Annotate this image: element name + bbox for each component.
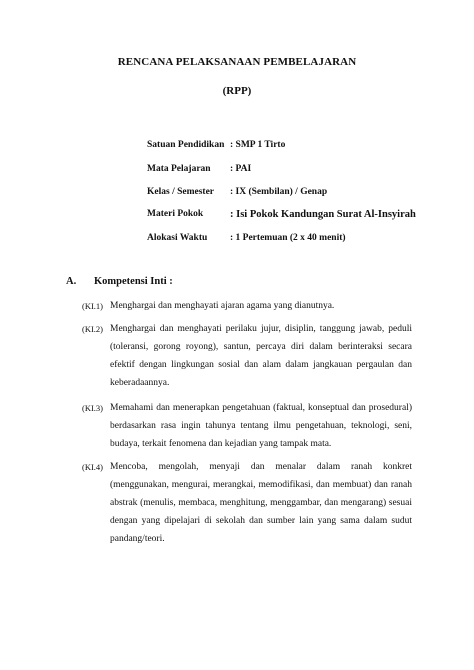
ki-code: (KI.2)	[82, 324, 104, 334]
ki-item-2	[82, 320, 412, 392]
ki-code: (KI.3)	[82, 403, 104, 413]
identity-value: : SMP 1 Tirto	[230, 140, 286, 150]
identity-value: : 1 Pertemuan (2 x 40 menit)	[230, 233, 346, 243]
ki-item-4	[82, 458, 412, 548]
ki-item-3	[82, 399, 412, 453]
identity-value: : PAI	[230, 164, 252, 174]
identity-value: : IX (Sembilan) / Genap	[230, 187, 328, 197]
section-title: Kompetensi Inti :	[94, 276, 173, 287]
document-title: RENCANA PELAKSANAAN PEMBELAJARAN	[117, 56, 357, 68]
ki-text: Mencoba, mengolah, menyaji dan menalar dalam ranah konkret (menggunakan, mengurai, merangkai, memodifikasi, dan membuat) dan ranah abstrak (menulis, membaca, menghitung, menggambar, dan mengarang) sesuai dengan yang dipelajari di sekolah dan sumber lain yang sama dalam sudut pandang/teori.	[110, 462, 412, 544]
identity-value: : Isi Pokok Kandungan Surat Al-Insyirah	[230, 209, 416, 220]
ki-text: Memahami dan menerapkan pengetahuan (faktual, konseptual dan prosedural) berdasarkan rasa ingin tahunya tentang ilmu pengetahuan, teknologi, seni, budaya, terkait fenomena dan kejadian yang tampak mata.	[110, 403, 412, 449]
ki-text: Menghargai dan menghayati perilaku jujur, disiplin, tanggung jawab, peduli (toleransi, gorong royong), santun, percaya diri dalam berinteraksi secara efektif dengan lingkungan sosial dan alam dalam jangkauan pergaulan dan keberadaannya.	[110, 324, 412, 388]
identity-label: Kelas / Semester	[147, 187, 215, 197]
identity-label: Materi Pokok	[147, 209, 204, 219]
ki-text: Menghargai dan menghayati ajaran agama yang dianutnya.	[110, 301, 335, 311]
ki-code: (KI.1)	[82, 301, 104, 311]
identity-label: Alokasi Waktu	[147, 233, 208, 243]
identity-label: Mata Pelajaran	[147, 164, 211, 174]
section-letter: A.	[66, 276, 77, 287]
identity-label: Satuan Pendidikan	[147, 140, 225, 150]
ki-code: (KI.4)	[82, 462, 104, 472]
ki-item-1	[82, 297, 412, 315]
document-subtitle: (RPP)	[222, 85, 252, 97]
